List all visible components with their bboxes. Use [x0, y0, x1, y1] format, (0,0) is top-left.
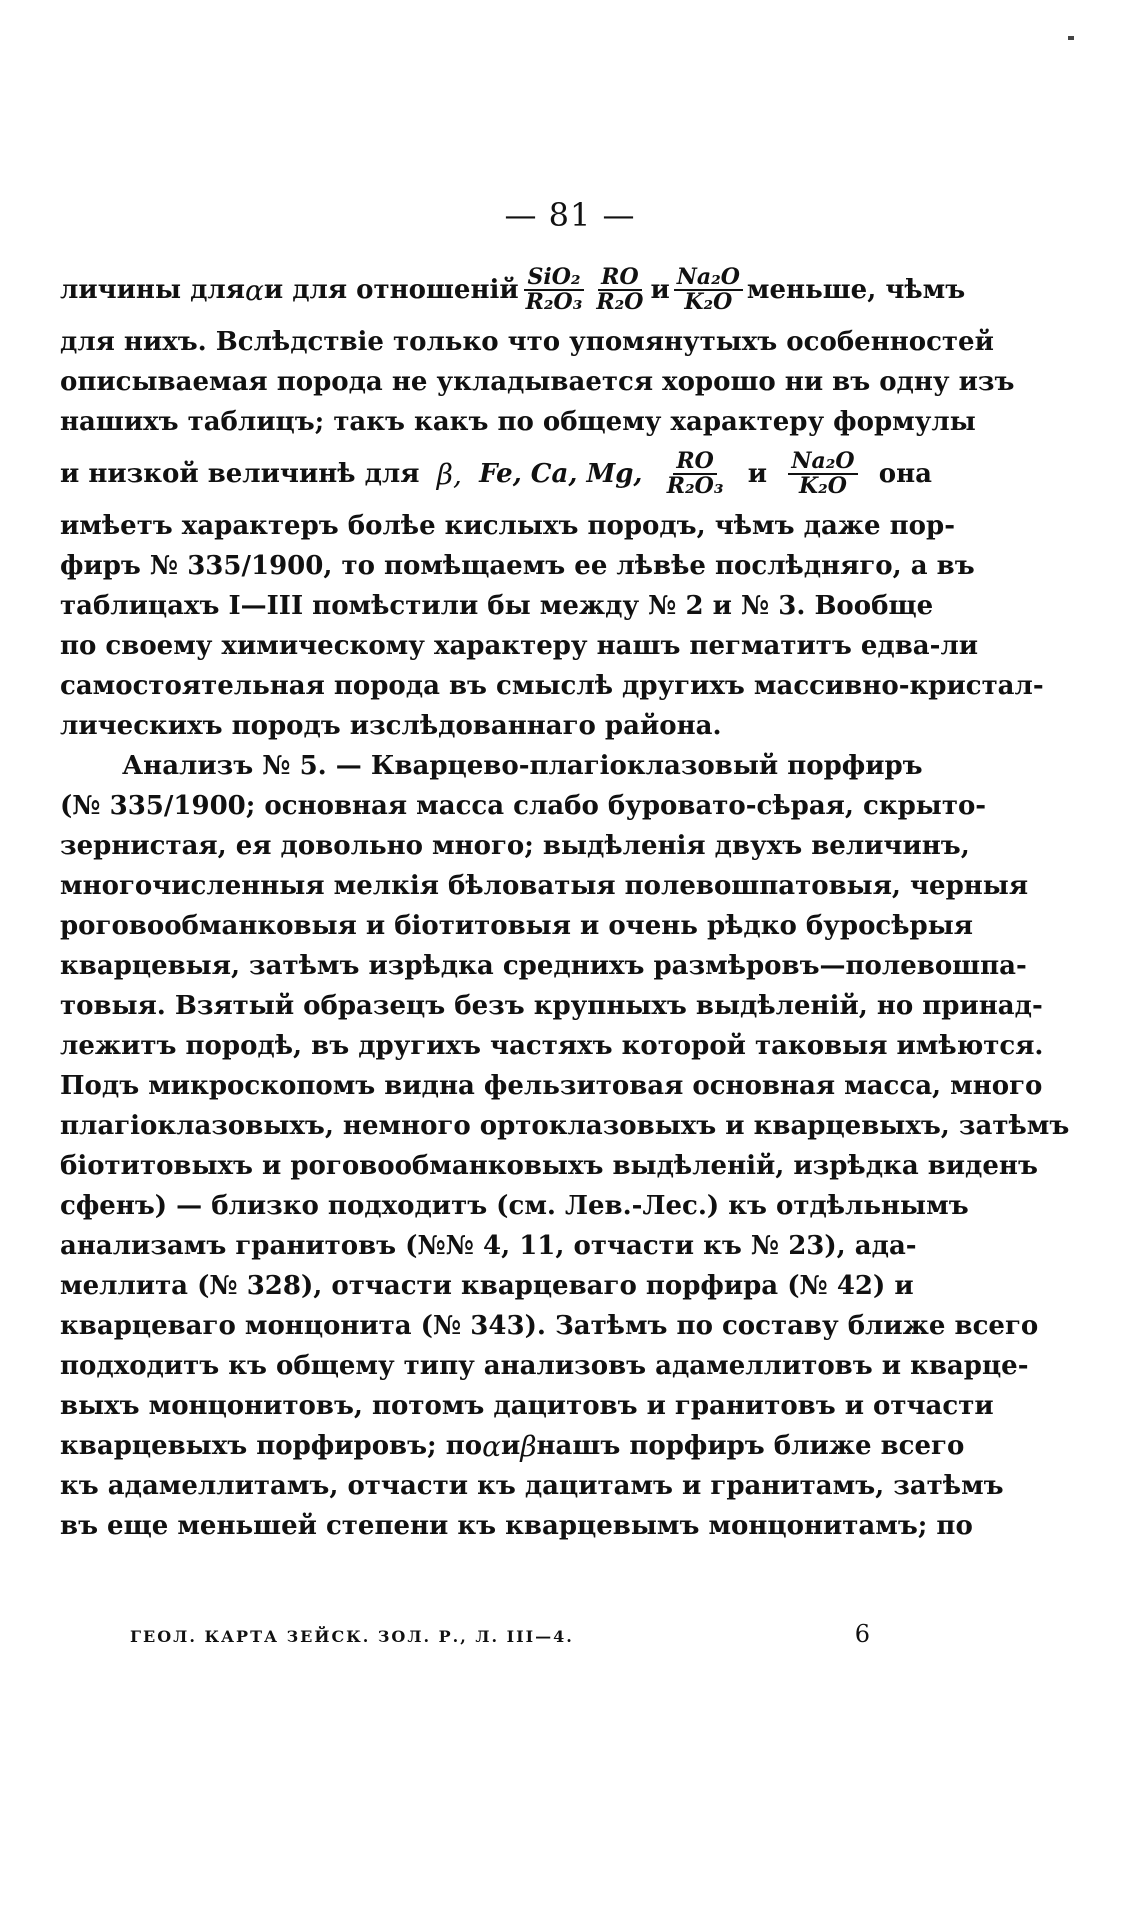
- text-line: Подъ микроскопомъ видна фельзитовая основная масса, много: [60, 1071, 1043, 1101]
- footer-sheet-number: 6: [854, 1620, 870, 1648]
- page-footer: [130, 1620, 870, 1648]
- alpha-symbol: α: [482, 1429, 502, 1463]
- body-text: [60, 258, 1070, 1546]
- text-line: анализамъ гранитовъ (№№ 4, 11, отчасти къ № 23), ада-: [60, 1231, 917, 1261]
- text-line: [60, 258, 966, 322]
- line-text: и: [501, 1431, 521, 1461]
- text-line: фиръ № 335/1900, то помѣщаемъ ее лѣвѣе послѣдняго, а въ: [60, 551, 975, 581]
- line-text: и: [650, 275, 670, 305]
- line-text: нашъ порфиръ ближе всего: [536, 1431, 965, 1461]
- text-line: [60, 442, 932, 506]
- fraction-na2o-k2o: $\frac{\text{Na₂O}}{\text{K₂O}}$: [788, 450, 857, 498]
- fraction-ro-r2o3: $\frac{RO}{\text{R₂O₃}}$: [666, 447, 724, 499]
- text-line: выхъ монцонитовъ, потомъ дацитовъ и гранитовъ и отчасти: [60, 1391, 994, 1421]
- text-line: кварцеваго монцонита (№ 343). Затѣмъ по составу ближе всего: [60, 1311, 1039, 1341]
- line-text: и для отношеній: [263, 275, 519, 305]
- text-line: плагіоклазовыхъ, немного ортоклазовыхъ и кварцевыхъ, затѣмъ: [60, 1111, 1070, 1141]
- page-number: — 81 —: [504, 196, 636, 234]
- paragraph-heading-line: Анализъ № 5. — Кварцево-плагіоклазовый порфиръ: [122, 751, 923, 781]
- line-text: личины для: [60, 275, 245, 305]
- text-line: въ еще меньшей степени къ кварцевымъ монцонитамъ; по: [60, 1511, 973, 1541]
- line-text: и: [747, 459, 768, 489]
- line-text: она: [878, 459, 932, 489]
- element-list: Fe, Ca, Mg,: [479, 459, 643, 489]
- text-line: самостоятельная порода въ смыслѣ другихъ массивно-кристал-: [60, 671, 1044, 701]
- text-line: зернистая, ея довольно много; выдѣленія двухъ величинъ,: [60, 831, 970, 861]
- beta-symbol: β: [520, 1429, 537, 1463]
- text-line: нашихъ таблицъ; такъ какъ по общему характеру формулы: [60, 407, 976, 437]
- beta-symbol: β,: [436, 457, 462, 491]
- fraction-na2o-k2o: $\frac{\text{Na₂O}}{\text{K₂O}}$: [674, 266, 743, 314]
- line-text: и низкой величинѣ для: [60, 459, 420, 489]
- text-line: имѣетъ характеръ болѣе кислыхъ породъ, чѣмъ даже пор-: [60, 511, 955, 541]
- text-line: подходитъ къ общему типу анализовъ адамеллитовъ и кварце-: [60, 1351, 1029, 1381]
- text-line: меллита (№ 328), отчасти кварцеваго порфира (№ 42) и: [60, 1271, 914, 1301]
- text-line: біотитовыхъ и роговообманковыхъ выдѣленій, изрѣдка виденъ: [60, 1151, 1038, 1181]
- text-line: многочисленныя мелкія бѣловатыя полевошпатовыя, черныя: [60, 871, 1029, 901]
- text-line: для нихъ. Вслѣдствіе только что упомянутыхъ особенностей: [60, 327, 994, 357]
- text-line: таблицахъ I—III помѣстили бы между № 2 и № 3. Вообще: [60, 591, 934, 621]
- line-text: меньше, чѣмъ: [746, 275, 966, 305]
- text-line: товыя. Взятый образецъ безъ крупныхъ выдѣленій, но принад-: [60, 991, 1043, 1021]
- fraction-ro-r2o: $\frac{RO}{\text{R₂O}}$: [596, 263, 644, 315]
- fraction-sio2-r2o3: $\frac{\text{SiO₂}}{\text{R₂O₃}}$: [525, 263, 583, 315]
- alpha-symbol: α: [244, 273, 264, 307]
- footer-signature: ГЕОЛ. КАРТА ЗЕЙСК. ЗОЛ. Р., Л. III—4.: [130, 1627, 574, 1646]
- text-line: сфенъ) — близко подходитъ (см. Лев.-Лес.) къ отдѣльнымъ: [60, 1191, 969, 1221]
- text-line: роговообманковыя и біотитовыя и очень рѣдко буросѣрыя: [60, 911, 973, 941]
- text-line: къ адамеллитамъ, отчасти къ дацитамъ и гранитамъ, затѣмъ: [60, 1471, 1004, 1501]
- text-line: кварцевыя, затѣмъ изрѣдка среднихъ размѣровъ—полевошпа-: [60, 951, 1027, 981]
- text-line: (№ 335/1900; основная масса слабо буровато-сѣрая, скрыто-: [60, 791, 987, 821]
- text-line: описываемая порода не укладывается хорошо ни въ одну изъ: [60, 367, 1015, 397]
- text-line: лическихъ породъ изслѣдованнаго района.: [60, 711, 722, 741]
- scan-speck: [1068, 36, 1074, 40]
- text-line: [60, 1426, 965, 1466]
- text-line: лежитъ породѣ, въ другихъ частяхъ которой таковыя имѣются.: [60, 1031, 1044, 1061]
- text-line: по своему химическому характеру нашъ пегматитъ едва-ли: [60, 631, 979, 661]
- line-text: кварцевыхъ порфировъ; по: [60, 1431, 483, 1461]
